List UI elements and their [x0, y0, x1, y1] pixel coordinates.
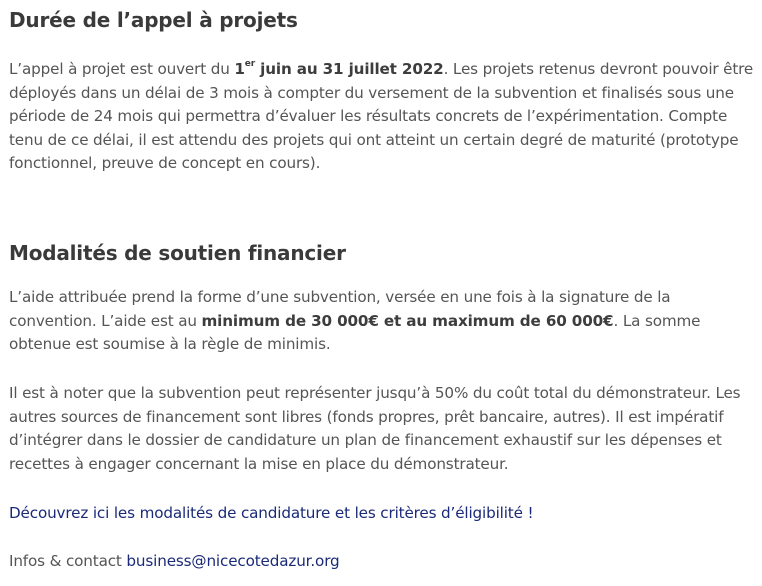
contact-email-link[interactable]: business@nicecotedazur.org — [126, 552, 340, 570]
p2-text-after: . La somme obtenue est soumise à la règle de minimis. — [9, 311, 701, 353]
p2-text-before: L’aide attribuée prend la forme d’une subvention, versée en une fois à la signature de la convention. L’aide est au — [9, 288, 671, 330]
p1-dates-strong — [234, 60, 443, 78]
p1-date-day: 1 — [234, 60, 245, 78]
paragraph-aide — [9, 286, 754, 357]
p1-date-rest: juin au 31 juillet 2022 — [255, 60, 444, 78]
paragraph-financement: Il est à noter que la subvention peut représenter jusqu’à 50% du coût total du démonstrateur. Les autres sources de financement sont libres (fonds propres, prêt bancaire, autres). Il est impératif d’intégrer dans le dossier de candidature un plan de financement exhaustif sur les dépenses et recettes à engager concernant la mise en place du démonstrateur. — [9, 384, 741, 473]
heading-modalites-soutien: Modalités de soutien financier — [9, 241, 346, 265]
p1-date-sup: er — [244, 58, 256, 69]
contact-label: Infos & contact — [9, 552, 127, 570]
p1-text-after: . Les projets retenus devront pouvoir être déployés dans un délai de 3 mois à compter du versement de la subvention et finalisés sous une période de 24 mois qui permettra d’évaluer les résultats concrets de l’expérimentation. Compte tenu de ce délai, il est attendu des projets qui ont atteint un certain degré de maturité (prototype fonctionnel, preuve de concept en cours). — [9, 60, 754, 172]
paragraph-contact — [9, 550, 754, 574]
candidature-criteria-link[interactable]: Découvrez ici les modalités de candidature et les critères d’éligibilité ! — [9, 504, 534, 522]
p2-amount-strong: minimum de 30 000€ et au maximum de 60 000€ — [201, 311, 614, 330]
heading-duree-appel: Durée de l’appel à projets — [9, 8, 298, 32]
p1-text-before: L’appel à projet est ouvert du — [9, 60, 235, 78]
paragraph-duree — [9, 58, 754, 176]
paragraph-link — [9, 502, 754, 526]
